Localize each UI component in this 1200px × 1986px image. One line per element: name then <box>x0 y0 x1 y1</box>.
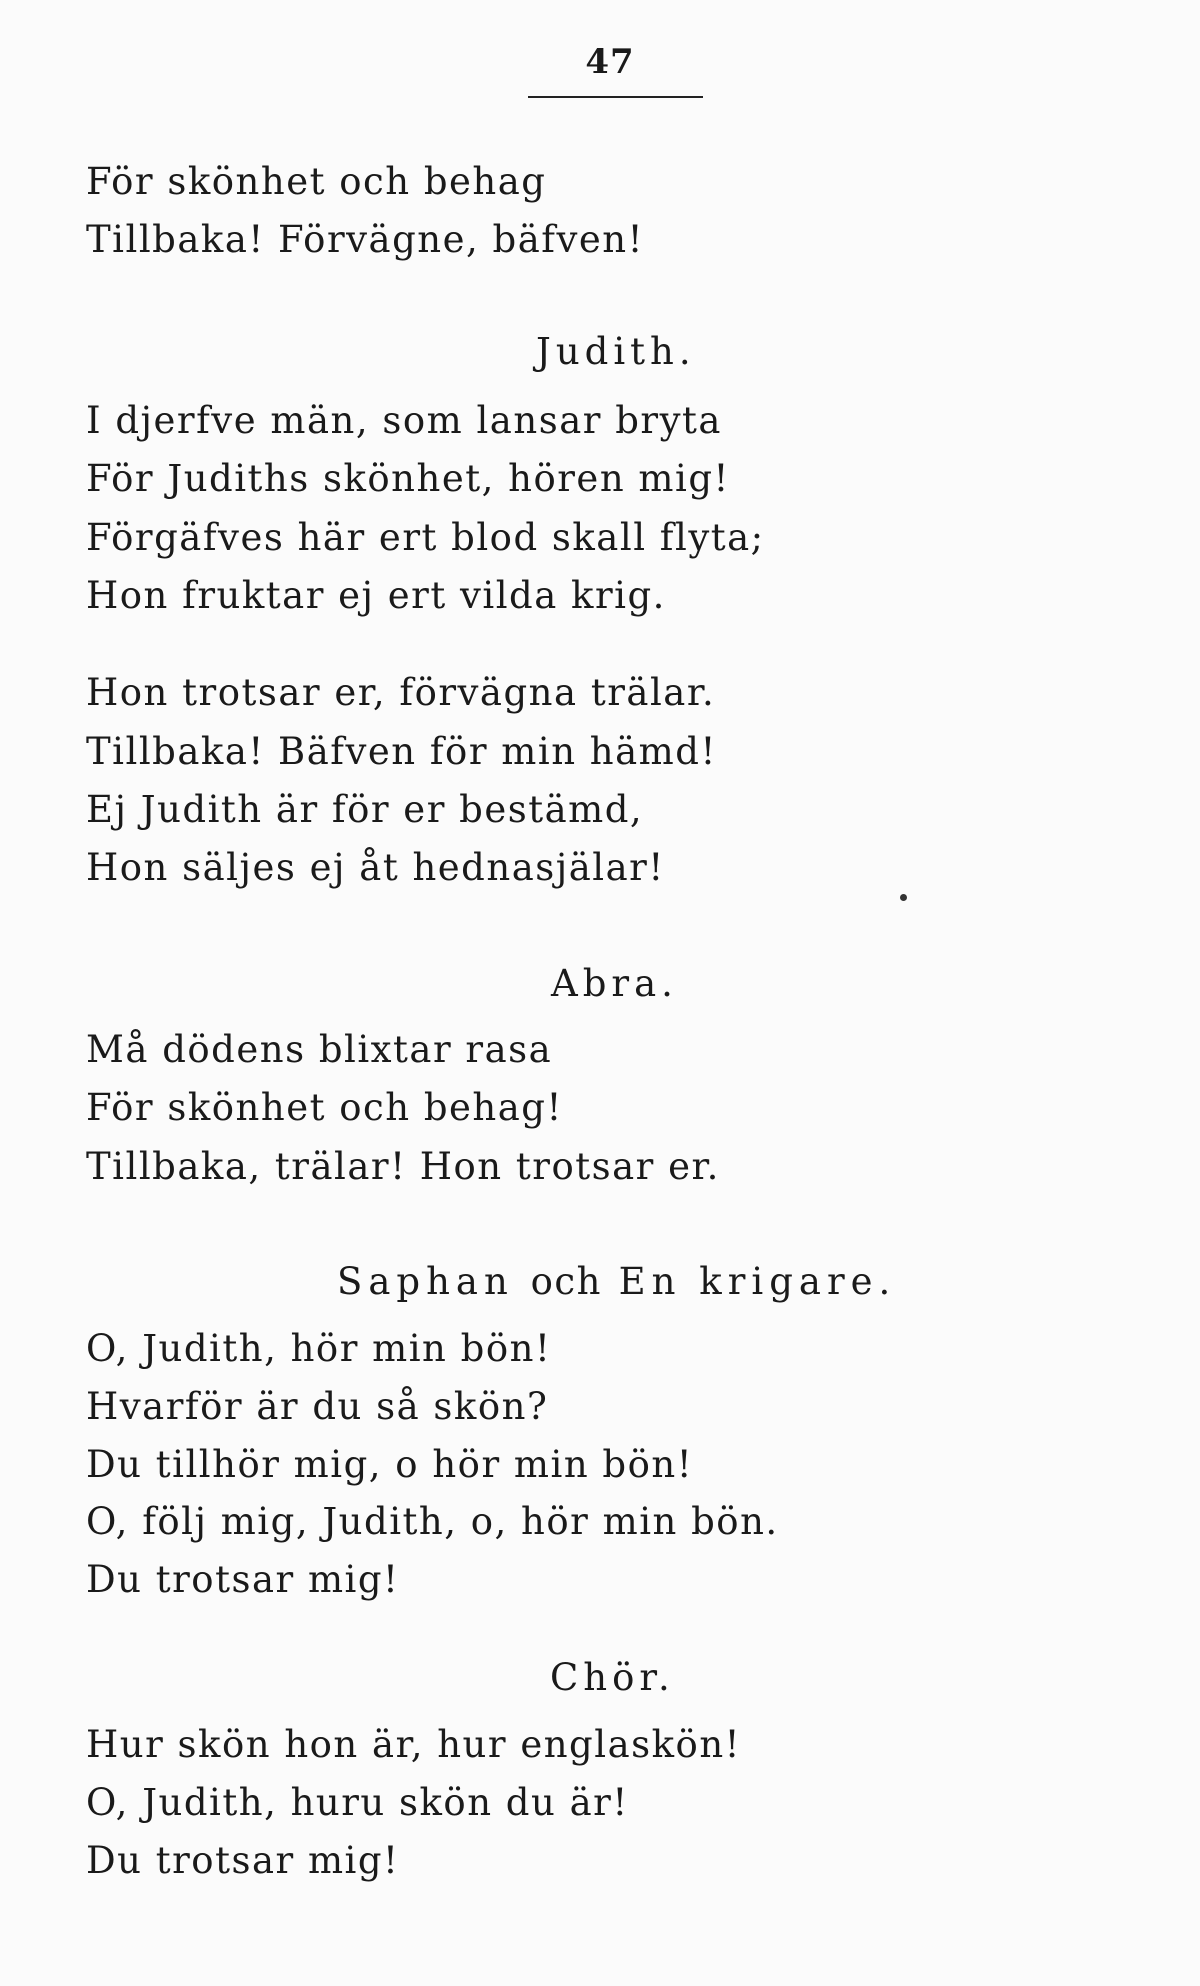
verse-line: Du trotsar mig! <box>86 1839 400 1882</box>
verse-line: Må dödens blixtar rasa <box>86 1028 553 1071</box>
speaker-chor: Chör. <box>550 1656 675 1699</box>
verse-line: O, Judith, huru skön du är! <box>86 1781 629 1824</box>
verse-line: O, följ mig, Judith, o, hör min bön. <box>86 1500 779 1543</box>
verse-line: Hur skön hon är, hur englaskön! <box>86 1723 742 1766</box>
verse-line: Hvarför är du så skön? <box>86 1385 549 1428</box>
speaker-name-saphan: Saphan <box>337 1260 514 1303</box>
verse-line: För skönhet och behag <box>86 160 547 203</box>
speaker-saphan-och-en-krigare <box>337 1260 896 1304</box>
speaker-name-krigare: En krigare. <box>618 1260 897 1303</box>
speaker-judith: Judith. <box>536 330 696 373</box>
verse-line: Tillbaka, trälar! Hon trotsar er. <box>86 1145 720 1188</box>
verse-line: För skönhet och behag! <box>86 1086 563 1129</box>
verse-line: Du tillhör mig, o hör min bön! <box>86 1443 694 1486</box>
verse-line: För Judiths skönhet, hören mig! <box>86 457 730 500</box>
speaker-abra: Abra. <box>551 962 678 1005</box>
verse-line: Hon säljes ej åt hednasjälar! <box>86 846 665 889</box>
verse-line: Tillbaka! Förvägne, bäfven! <box>86 218 644 261</box>
print-speck <box>900 894 907 901</box>
verse-line: Hon fruktar ej ert vilda krig. <box>86 574 666 617</box>
verse-line: Hon trotsar er, förvägna trälar. <box>86 671 716 714</box>
verse-line: O, Judith, hör min bön! <box>86 1327 552 1370</box>
verse-line: I djerfve män, som lansar bryta <box>86 399 722 442</box>
speaker-conjunction: och <box>530 1260 602 1303</box>
verse-line: Du trotsar mig! <box>86 1558 400 1601</box>
page-number: 47 <box>585 42 635 82</box>
verse-line: Förgäfves här ert blod skall flyta; <box>86 516 765 559</box>
verse-line: Ej Judith är för er bestämd, <box>86 788 644 831</box>
header-rule <box>528 96 703 98</box>
verse-line: Tillbaka! Bäfven för min hämd! <box>86 730 717 773</box>
